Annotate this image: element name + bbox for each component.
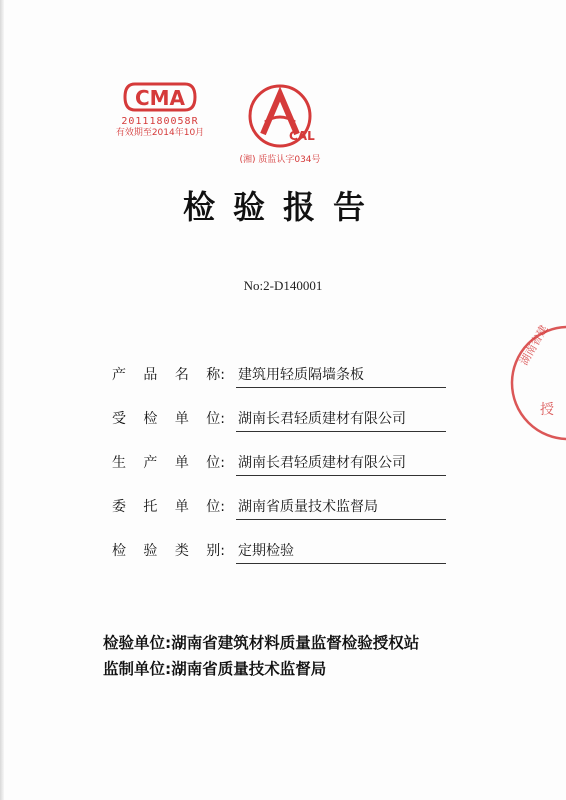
report-title: 检验报告 xyxy=(182,188,383,226)
official-stamp-icon xyxy=(496,318,566,448)
stamp-text: 湖南省建 xyxy=(517,322,551,368)
field-product-name xyxy=(112,360,452,386)
cma-logo-text: CMA xyxy=(134,86,186,110)
scan-edge-shadow xyxy=(0,0,4,800)
field-label: 检 验 类 别: xyxy=(112,543,225,559)
field-value: 湖南长君轻质建材有限公司 xyxy=(236,452,446,476)
field-entrusting-unit xyxy=(112,492,452,518)
inspection-unit-label: 检验单位: xyxy=(103,634,172,652)
field-inspected-unit xyxy=(112,404,452,430)
cal-seal xyxy=(230,82,330,168)
cma-validity: 有效期至2014年10月 xyxy=(115,128,205,138)
field-value: 定期检验 xyxy=(236,540,446,564)
partial-official-stamp xyxy=(496,318,566,448)
field-value: 湖南省质量技术监督局 xyxy=(236,496,446,520)
cal-accreditation-text: (湘) 质监认字034号 xyxy=(239,155,321,165)
report-number: No:2-D140001 xyxy=(243,278,323,293)
cal-logo-icon xyxy=(245,82,315,150)
stamp-word: 授 xyxy=(540,402,554,418)
field-label: 受 检 单 位: xyxy=(112,411,225,427)
report-footer xyxy=(103,630,503,682)
cma-seal xyxy=(100,80,220,158)
field-label: 委 托 单 位: xyxy=(112,499,225,515)
field-producer xyxy=(112,448,452,474)
inspection-unit-value: 湖南省建筑材料质量监督检验授权站 xyxy=(171,634,420,652)
field-value: 建筑用轻质隔墙条板 xyxy=(236,364,446,388)
cal-logo-text: CAL xyxy=(289,129,315,143)
cma-code: 2011180058R xyxy=(121,116,199,127)
field-value: 湖南长君轻质建材有限公司 xyxy=(236,408,446,432)
inspection-unit-line xyxy=(103,630,503,656)
field-label: 产 品 名 称: xyxy=(112,367,225,383)
supervision-unit-value: 湖南省质量技术监督局 xyxy=(171,660,327,678)
cma-logo-icon xyxy=(121,80,199,114)
field-inspection-type xyxy=(112,536,452,562)
field-label: 生 产 单 位: xyxy=(112,455,225,471)
supervision-unit-line xyxy=(103,656,503,682)
supervision-unit-label: 监制单位: xyxy=(103,660,172,678)
